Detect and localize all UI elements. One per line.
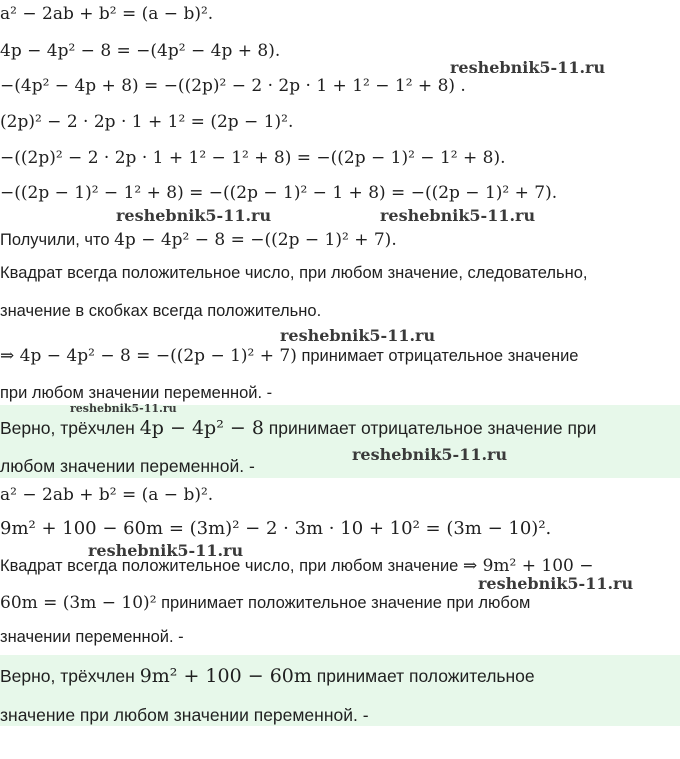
answer-2-line-2: значение при любом значении переменной. - — [0, 705, 369, 725]
answer-2-line — [0, 665, 535, 687]
explanation-line-m-2 — [0, 593, 530, 613]
watermark: reshebnik5-11.ru — [88, 541, 244, 560]
explanation-m2-text: принимает положительное значение при любом — [156, 594, 531, 612]
equation-line-5: −((2p)² − 2 · 2p · 1 + 1² − 1² + 8) = −((2p − 1)² − 1² + 8). — [0, 148, 506, 168]
equation-line-2: 4p − 4p² − 8 = −(4p² − 4p + 8). — [0, 41, 281, 61]
conclusion-line — [0, 346, 578, 366]
answer-1-line-2: любом значении переменной. - — [0, 456, 255, 476]
answer-1-line — [0, 417, 596, 439]
explanation-line-2: значение в скобках всегда положительно. — [0, 302, 322, 320]
identity-line-1: a² − 2ab + b² = (a − b)². — [0, 4, 214, 24]
watermark: reshebnik5-11.ru — [70, 402, 177, 415]
conclusion-text: принимает отрицательное значение — [296, 347, 579, 365]
answer-2-text-2: принимает положительное — [311, 666, 535, 686]
watermark: reshebnik5-11.ru — [116, 206, 272, 225]
result-text: Получили, что — [0, 231, 115, 249]
answer-2-math: 9m² + 100 − 60m — [139, 665, 312, 687]
equation-line-6: −((2p − 1)² − 1² + 8) = −((2p − 1)² − 1 + 8) = −((2p − 1)² + 7). — [0, 183, 558, 203]
watermark: reshebnik5-11.ru — [280, 326, 436, 345]
result-line — [0, 230, 397, 250]
conclusion-line-2: при любом значении переменной. - — [0, 384, 273, 402]
equation-line-3: −(4p² − 4p + 8) = −((2p)² − 2 · 2p · 1 + 1² − 1² + 8) . — [0, 76, 466, 96]
conclusion-math: ⇒ 4p − 4p² − 8 = −((2p − 1)² + 7) — [0, 346, 297, 366]
equation-line-m: 9m² + 100 − 60m = (3m)² − 2 · 3m · 10 + 10² = (3m − 10)². — [0, 518, 552, 539]
watermark: reshebnik5-11.ru — [450, 58, 606, 77]
identity-line-2: a² − 2ab + b² = (a − b)². — [0, 485, 214, 505]
explanation-line-1: Квадрат всегда положительное число, при любом значение, следовательно, — [0, 264, 588, 282]
watermark: reshebnik5-11.ru — [380, 206, 536, 225]
explanation-m-text: Квадрат всегда положительное число, при любом значение — [0, 557, 463, 575]
result-math: 4p − 4p² − 8 = −((2p − 1)² + 7). — [114, 230, 397, 250]
answer-1-math: 4p − 4p² − 8 — [139, 417, 264, 439]
watermark: reshebnik5-11.ru — [478, 574, 634, 593]
explanation-m-math: ⇒ 9m² + 100 − — [462, 556, 594, 576]
equation-line-4: (2p)² − 2 · 2p · 1 + 1² = (2p − 1)². — [0, 112, 294, 132]
explanation-line-m-3: значении переменной. - — [0, 628, 184, 646]
watermark: reshebnik5-11.ru — [352, 445, 508, 464]
answer-1-text-2: принимает отрицательное значение при — [263, 418, 597, 438]
explanation-m2-math: 60m = (3m − 10)² — [0, 593, 157, 613]
answer-1-text: Верно, трёхчлен — [0, 418, 140, 438]
answer-2-text: Верно, трёхчлен — [0, 666, 140, 686]
